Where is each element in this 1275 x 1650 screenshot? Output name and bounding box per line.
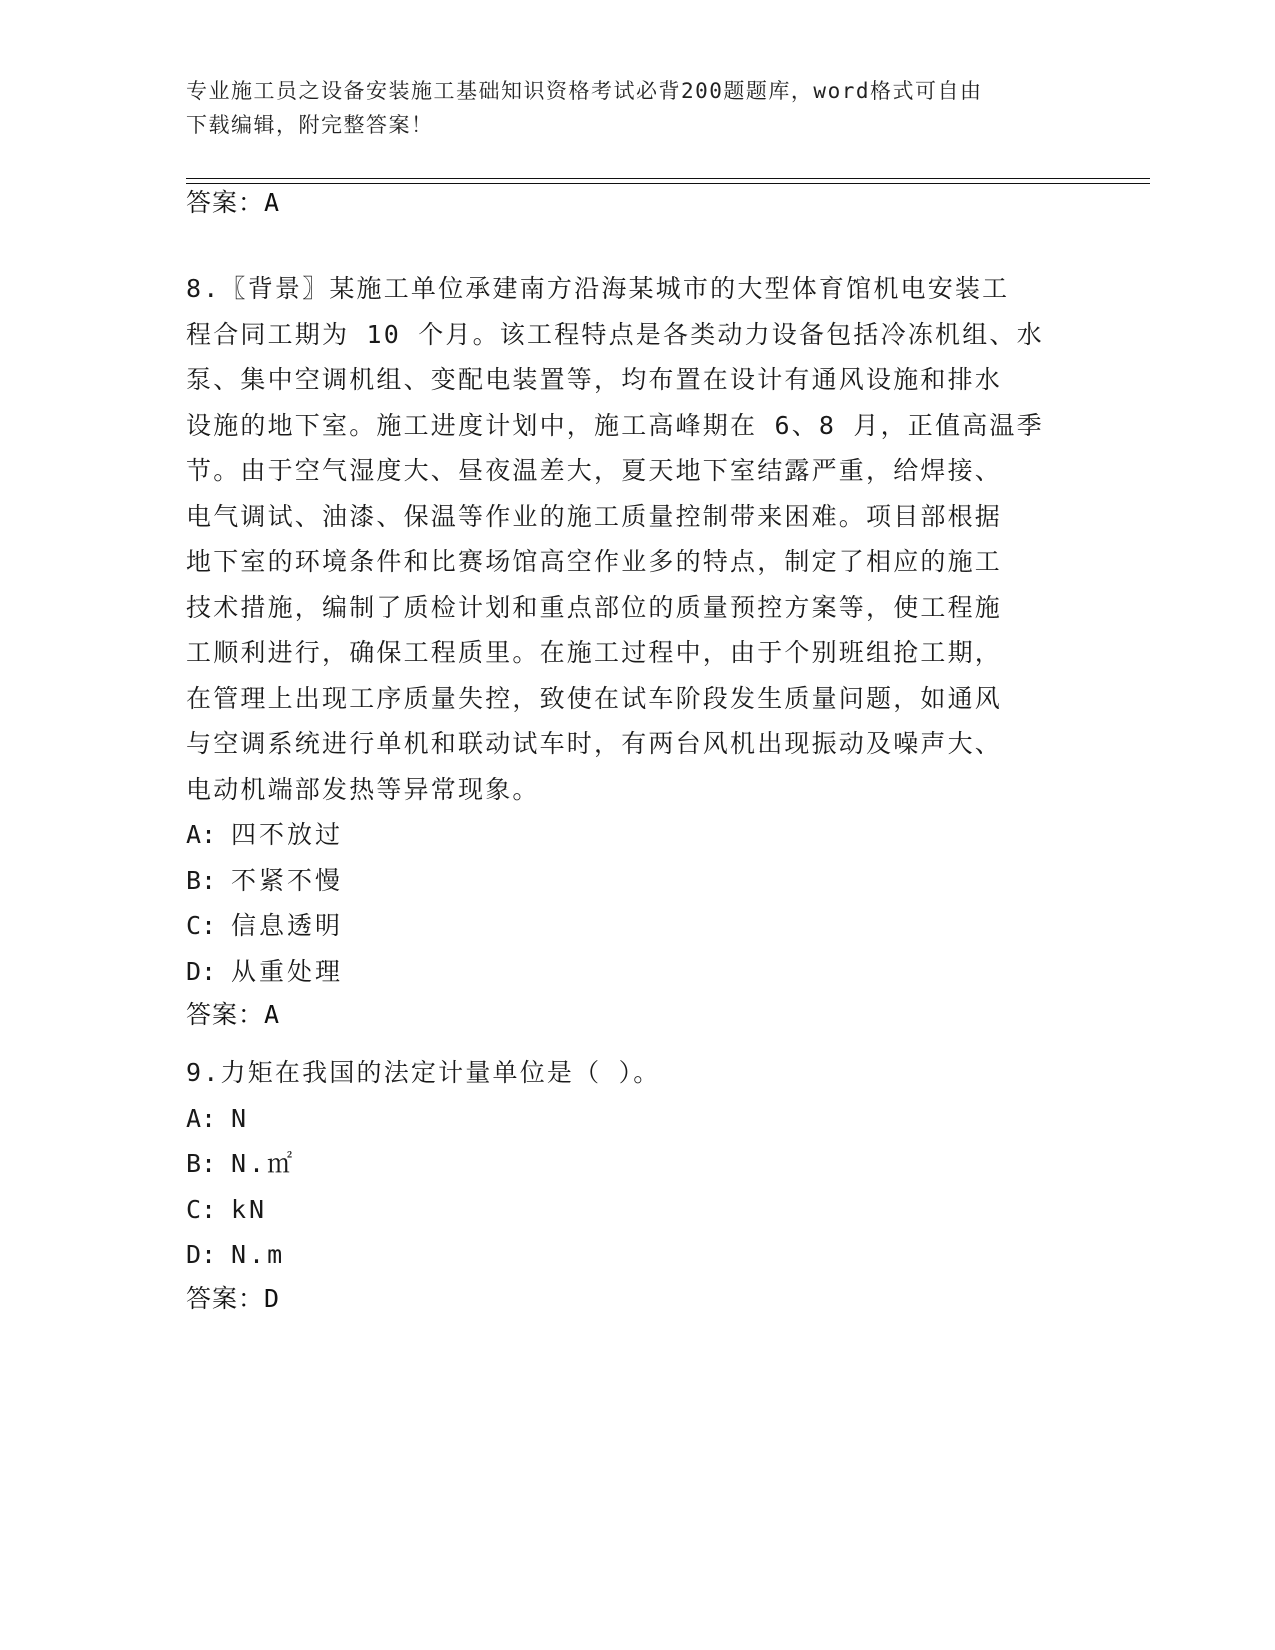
question-9-stem bbox=[186, 1050, 1066, 1096]
stem-line: 与空调系统进行单机和联动试车时，有两台风机出现振动及噪声大、 bbox=[186, 729, 1003, 758]
stem-line: 节。由于空气湿度大、昼夜温差大，夏天地下室结露严重，给焊接、 bbox=[186, 456, 1003, 485]
option-b: B: N.㎡ bbox=[186, 1149, 296, 1178]
stem-line: 程合同工期为 10 个月。该工程特点是各类动力设备包括冷冻机组、水 bbox=[186, 319, 1044, 349]
header-title-line-1: 专业施工员之设备安装施工基础知识资格考试必背200题题库，word格式可自由 bbox=[186, 79, 983, 103]
document-header-title bbox=[186, 74, 1066, 142]
option-a: A: 四不放过 bbox=[186, 820, 344, 849]
header-title-line-2: 下载编辑，附完整答案！ bbox=[186, 113, 434, 137]
header-rule-bottom bbox=[186, 183, 1150, 184]
stem-line: 电动机端部发热等异常现象。 bbox=[186, 774, 540, 804]
header-rule-top bbox=[186, 178, 1150, 179]
option-d: D: 从重处理 bbox=[186, 956, 344, 986]
question-9-answer: 答案：D bbox=[186, 1283, 281, 1313]
previous-question-answer: 答案：A bbox=[186, 188, 281, 217]
question-8-answer: 答案：A bbox=[186, 1000, 281, 1029]
question-9 bbox=[186, 1050, 1066, 1314]
option-d: D: N.m bbox=[186, 1240, 286, 1269]
stem-line: 地下室的环境条件和比赛场馆高空作业多的特点，制定了相应的施工 bbox=[186, 547, 1003, 576]
stem-line: 8.〖背景〗某施工单位承建南方沿海某城市的大型体育馆机电安装工 bbox=[186, 274, 1010, 303]
option-b: B: 不紧不慢 bbox=[186, 865, 344, 895]
question-8-stem bbox=[186, 266, 1066, 812]
stem-line: 设施的地下室。施工进度计划中，施工高峰期在 6、8 月，正值高温季 bbox=[186, 410, 1044, 440]
question-8 bbox=[186, 266, 1066, 1030]
option-a: A: N bbox=[186, 1103, 250, 1133]
option-c: C: 信息透明 bbox=[186, 911, 344, 940]
question-number: 9. bbox=[186, 1058, 221, 1087]
question-number: 8. bbox=[186, 274, 221, 303]
stem-line: 工顺利进行，确保工程质里。在施工过程中，由于个别班组抢工期， bbox=[186, 638, 1003, 667]
stem-line: 泵、集中空调机组、变配电装置等，均布置在设计有通风设施和排水 bbox=[186, 365, 1003, 394]
option-c: C: kN bbox=[186, 1194, 268, 1224]
stem-line: 在管理上出现工序质量失控，致使在试车阶段发生质量问题，如通风 bbox=[186, 683, 1003, 713]
stem-line: 电气调试、油漆、保温等作业的施工质量控制带来困难。项目部根据 bbox=[186, 501, 1003, 531]
stem-line: 技术措施，编制了质检计划和重点部位的质量预控方案等，使工程施 bbox=[186, 592, 1003, 622]
stem-line: 9.力矩在我国的法定计量单位是（ ）。 bbox=[186, 1058, 661, 1087]
